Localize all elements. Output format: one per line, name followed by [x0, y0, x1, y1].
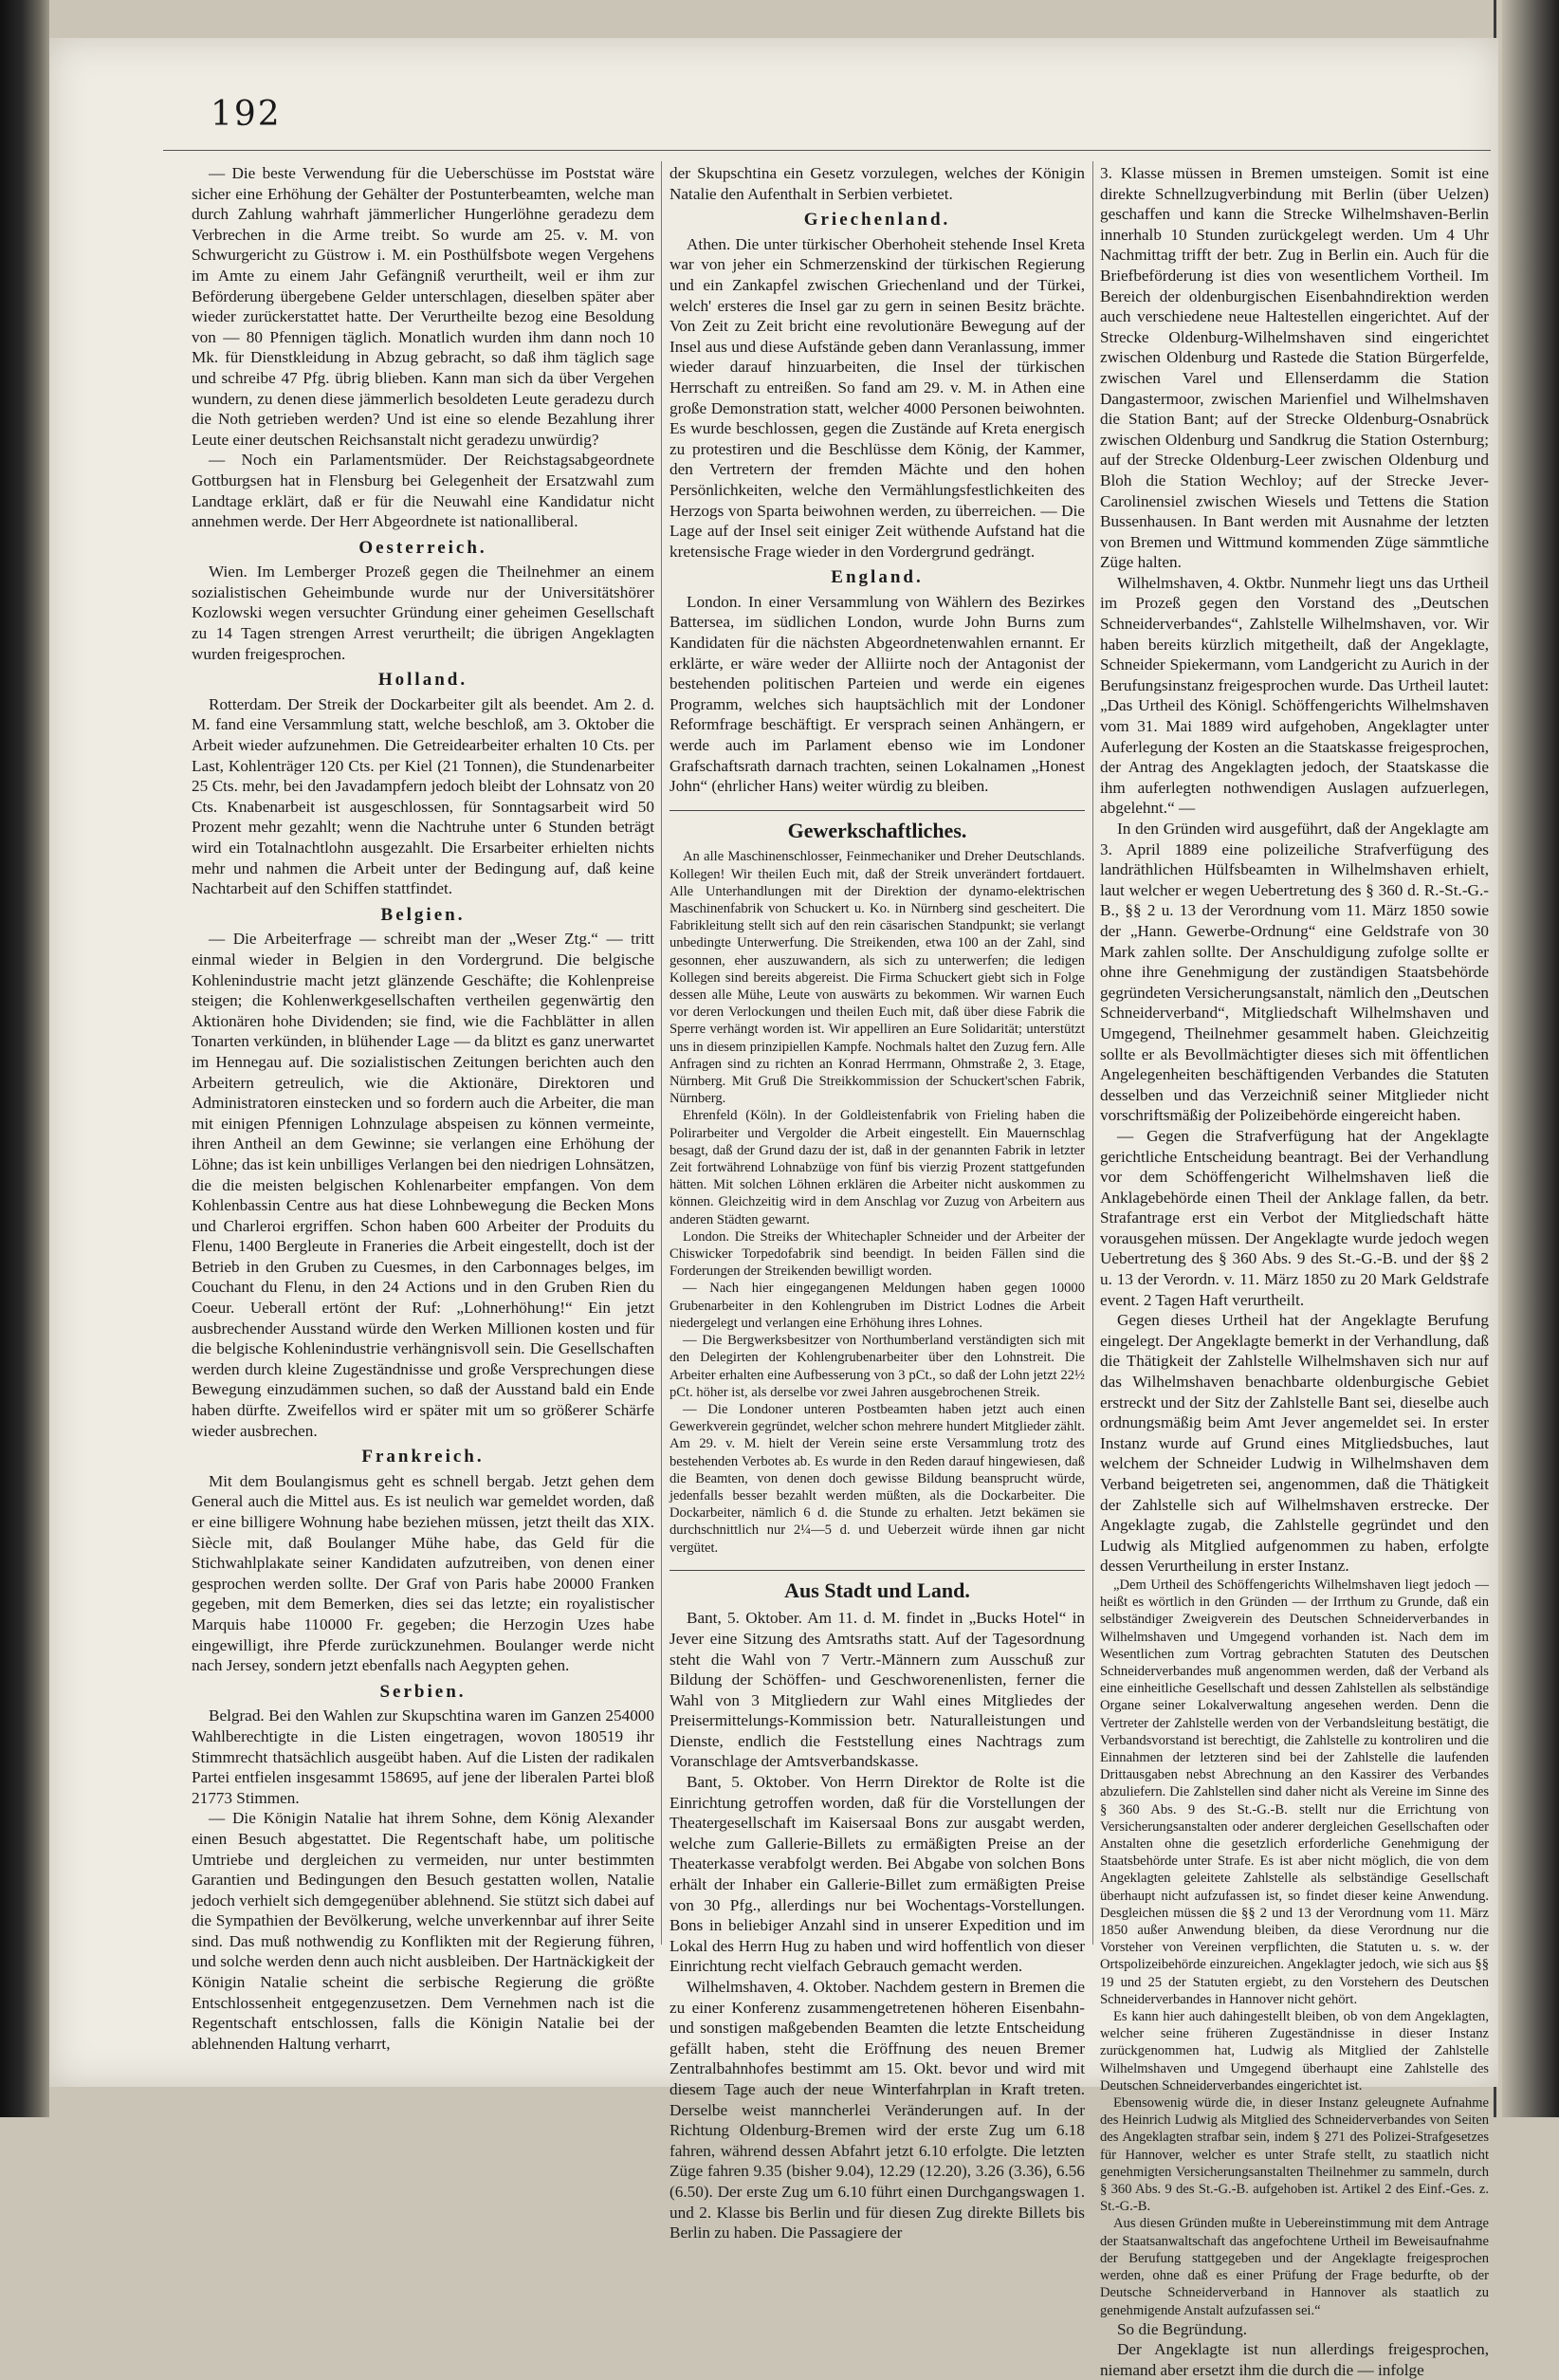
article-begruendung: So die Begründung.	[1117, 2319, 1248, 2338]
article-belgien: — Die Arbeiterfrage — schreibt man der „Weser Ztg.“ — tritt einmal wieder in Belgien in den Vordergrund. Die belgische Kohlenindustrie macht jetzt glänzende Geschäfte; die Kohlenpreise steigen; die Kohlenwerkgesellschaften vertheilen gegenwärtig den Aktionären hohe Dividenden; sie find, wie die Fachblätter in allen Tonarten verkünden, in blühender Lage — da blitzt es ganz unerwartet im Hennegau auf. Die sozialistischen Zeitungen berichten auch den Arbeitern getreulich, wie die Aktionäre, Direktoren und Administratoren einstecken und so fordern auch die Arbeiter, die man mit einigen Pfennigen Lohnzulage abspeisen zu können vermeinte, ihren Antheil an dem Gewinne; sie verlangen eine Erhöhung der Löhne; das ist kein unbilliges Verlangen bei den niedrigen Lohnsätzen, die die meisten belgischen Kohlenarbeiter empfangen. Von dem Kohlenbassin Centre aus hat diese Lohnbewegung die Becken Mons und Charleroi ergriffen. Schon haben 600 Arbeiter der Produits du Flenu, 1400 Bergleute in Franeries die Arbeit eingestellt, doch ist der Betrieb in den Gruben zu Cuesmes, in den Carbonnages belges, im Couchant du Flenu, in den 24 Actions und in den Gruben Rien du Coeur. Ueberall ertönt der Ruf: „Lohnerhöhung!“ Ein jetzt ausbrechender Ausstand würde den Werken Millionen kosten und für die belgische Kohlenindustrie verhängnisvoll sein. Die Gesellschaften werden durch kleine Zugeständnisse und große Versprechungen diese Bewegung einzudämmen suchen, so daß der Ausstand bald ein Ende haben dürfte. Zweifellos wird er später mit um so größerer Schärfe wieder ausbrechen.	[192, 930, 654, 1440]
article-athen: Athen. Die unter türkischer Oberhoheit stehende Insel Kreta war von jeher ein Schmerzenskind der türkischen Regierung und ein Zankapfel zwischen Griechenland und der Türkei, welch' ersteres die Insel gar zu gern in seinen Besitz brächte. Von Zeit zu Zeit bricht eine revolutionäre Bewegung auf der Insel aus und diese Aufstände geben dann Veranlassung, immer wieder darauf hinzuarbeiten, die Insel der türkischen Herrschaft zu entreißen. So fand am 29. v. M. in Athen eine große Demonstration statt, welcher 4000 Personen beiwohnten. Es wurde beschlossen, gegen die Zustände auf Kreta energisch zu protestiren und die Beschlüsse dem König, der Kammer, den Vertretern der fremden Mächte und den hohen Persönlichkeiten, welche den Vermählungsfestlichkeiten des Herzogs von Sparta beiwohnen werden, zu überreichen. — Die Lage auf der Insel seit einiger Zeit wüthende Aufstand hat die kretensische Frage wieder in den Vordergrund gedrängt.	[669, 234, 1085, 561]
heading-belgien: Belgien.	[380, 904, 466, 925]
union-notice-london: London. Die Streiks der Whitechapler Schneider und der Arbeiter der Chiswicker Torpedofabrik sind beendigt. In beiden Fällen sind die Forderungen der Streikenden bewilligt worden.	[669, 1228, 1085, 1280]
page-edge-shadow	[1502, 0, 1559, 2117]
union-notice-nuernberg: An alle Maschinenschlosser, Feinmechaniker und Dreher Deutschlands. Kollegen! Wir theilen Euch mit, daß der Streik unverändert fortdauert. Alle Unterhandlungen mit der Direktion der dynamo-elektrischen Maschinenfabrik von Schuckert u. Ko. in Nürnberg sind gescheitert. Die Fabrikleitung stellt sich auf den rein cäsarischen Standpunkt; sie verlangt unbedingte Unterwerfung. Die Streikenden, etwa 100 an der Zahl, sind gesonnen, eher auszuwandern, als sich zu unterwerfen; die ledigen Kollegen sind bereits abgereist. Die Firma Schuckert giebt sich in Folge dessen alle Mühe, Leute von auswärts zu bekommen. Wir warnen Euch vor deren Verlockungen und theilen Euch mit, daß über diese Fabrik die Sperre verhängt worden ist. Wir appelliren an Eure Solidarität; unterstützt uns in diesem prinzipiellen Kampfe. Nochmals haltet den Zuzug fern. Alle Anfragen sind zu richten an Konrad Herrmann, Ohmstraße 2, 3. Etage, Nürnberg. Mit Gruß Die Streikkommission der Schuckert'schen Fabrik, Nürnberg.	[669, 849, 1085, 1107]
heading-oesterreich: Oesterreich.	[358, 537, 487, 558]
union-notice-lodnes: — Nach hier eingegangenen Meldungen haben gegen 10000 Grubenarbeiter in den Kohlengruben im District Lodnes die Arbeit niedergelegt und verlangen eine Erhöhung ihres Lohnes.	[669, 1281, 1085, 1331]
page-number: 192	[211, 95, 282, 134]
heading-frankreich: Frankreich.	[361, 1447, 485, 1467]
header-rule	[163, 150, 1491, 151]
article-wien: Wien. Im Lemberger Prozeß gegen die Theilnehmer an einem sozialistischen Geheimbunde wurde nur der Universitätshörer Kozlowski wegen versuchter Gründung einer geheimen Gesellschaft zu 14 Tagen strengen Arrest verurtheilt; die übrigen Angeklagten wurden freigesprochen.	[192, 563, 654, 663]
heading-griechenland: Griechenland.	[803, 210, 951, 231]
union-notice-ehrenfeld: Ehrenfeld (Köln). In der Goldleistenfabrik von Frieling haben die Polirarbeiter und Vergolder die Arbeit eingestellt. Ein Mauernschlag besagt, daß der Grund dazu der ist, daß in der genannten Fabrik in letzter Zeit fortwährend Lohnabzüge von fünf bis vierzig Prozent stattgefunden hätten. Mit solchen Löhnen erklären die Arbeiter nicht auskommen zu können. Gleichzeitig wird in dem Anschlag vor Zuzug von Arbeitern aus anderen Städten gewarnt.	[669, 1108, 1085, 1227]
verdict-reason-3: Ebensowenig würde die, in dieser Instanz geleugnete Aufnahme des Heinrich Ludwig als Mitglied des Schneiderverbandes von Seiten des Angeklagten strafbar sein, indem § 271 des Polizei-Strafgesetzes für Hannover, welcher es unter Strafe stellt, zu staatlich nicht genehmigten Versicherungsanstalten Theilnehmer zu sammeln, durch § 360 Abs. 9 des St.-G.-B. aufgehoben ist. Artikel 2 des Einf.-Ges. z. St.-G.-B.	[1100, 2095, 1489, 2215]
article-bahn-cont: 3. Klasse müssen in Bremen umsteigen. Somit ist eine direkte Schnellzugverbindung mit Berlin (über Uelzen) geschaffen und kann die Strecke Wilhelmshaven-Berlin innerhalb 10 Stunden zurückgelegt werden. Um 4 Uhr Nachmittag trifft der betr. Zug in Berlin ein. Auch für die Briefbeförderung ist dies von wesentlichem Vortheil. Im Bereich der oldenburgischen Eisenbahndirektion werden auch verschiedene neue Haltestellen eingerichtet. Auf der Strecke Oldenburg-Wilhelmshaven sind eingerichtet zwischen Oldenburg und Rastede die Station Bürgerfelde, zwischen Varel und Ellenserdamm die Station Dangastermoor, zwischen Marienfiel und Wilhelmshaven die Station Bant; auf der Strecke Oldenburg-Osnabrück zwischen Oldenburg und Sandkrug die Station Osternburg; auf der Strecke Oldenburg-Leer zwischen Oldenburg und Bloh die Station Wechloy; auf der Strecke Jever-Carolinensiel zwischen Wiesels und Tettens die Station Bussenhausen. In Bant werden mit Ausnahme der letzten von Bremen und Wittmund kommenden Züge sämmtliche Züge halten.	[1100, 164, 1489, 572]
verdict-reason-1: „Dem Urtheil des Schöffengerichts Wilhelmshaven liegt jedoch — heißt es wörtlich in den Gründen — der Irrthum zu Grunde, daß ein selbständiger Zweigverein des Deutschen Schneiderverbandes in Wilhelmshaven und Umgegend vorhanden ist. Nach dem im Wesentlichen zum Vortrag gebrachten Statuten des Deutschen Schneiderverbandes muß angenommen werden, daß der Verband als eine einheitliche Gesellschaft und dessen Zahlstellen als selbständige Organe seiner Lokalverwaltung angesehen werden. Denn die Vertreter der Zahlstelle werden von der Verbandsleitung bestätigt, die Verbandsvorstand ist berechtigt, die Zahlstelle zu kontroliren und die Einnahmen der letzteren sind bei der Zahlstelle die laufenden Drittausgaben nebst Abrechnung an den Kassirer des Verbandes abzuliefern. Die Zahlstellen sind daher nicht als Vereine im Sinne des § 360 Abs. 9 des St.-G.-B. stellt nur die Errichtung von Versicherungsanstalten oder anderer dergleichen Gesellschaften oder Anstalten ohne die gesetzlich erforderliche Genehmigung der Staatsbehörde unter Strafe. Es ist aber nicht möglich, die von dem Angeklagten geleitete Zahlstelle als selbständige Gesellschaft überhaupt nicht aufzufassen ist, so findet dieser keine Anwendung. Desgleichen müssen die §§ 2 und 13 der Verordnung vom 11. März 1850 außer Anwendung bleiben, da diese Verordnung nur die Vorsteher von Vereinen verpflichten, die Statuten u. s. w. der Ortspolizeibehörde einzureichen. Angeklagter jedoch, wie sich aus §§ 19 und 25 der Statuten ergiebt, zu den Vorstehern des Deutschen Schneiderverbandes in Hannover nicht gehört.	[1100, 1577, 1489, 2007]
heading-england: England.	[831, 567, 924, 588]
article-natalie: — Die Königin Natalie hat ihrem Sohne, dem König Alexander einen Besuch abgestattet. Die Regentschaft habe, um politische Umtriebe und dergleichen zu vermeiden, nur unter bestimmten Garantien und Bedingungen den Besuch gestatten wollen, Natalie jedoch verhielt sich demgegenüber ablehnend. Sie stützt sich dabei auf die Sympathien der Bevölkerung, welche unverkennbar auf ihrer Seite sind. Das muß nothwendig zu Konflikten mit der Regierung führen, und solche werden denn auch nicht ausbleiben. Der Hartnäckigkeit der Königin Natalie scheint die serbische Regierung die größte Entschlossenheit entgegenzusetzen. Dem Vernehmen nach ist die Regentschaft entschlossen, falls die Königin Natalie bei der ablehnenden Haltung verharrt,	[192, 1809, 654, 2053]
article-bant-theater: Bant, 5. Oktober. Von Herrn Direktor de Rolte ist die Einrichtung getroffen worden, daß für die Vorstellungen der Theatergesellschaft im Kaisersaal Bons zur ausgabt werden, welche zum Gallerie-Billets zu ermäßigten Preise an der Theaterkasse verabfolgt werden. Bei Abgabe von solchen Bons erhält der Inhaber ein Gallerie-Billet zum ermäßigten Preise von 30 Pfg., allerdings nur bei Wochentags-Vorstellungen. Bons in beliebiger Anzahl sind in unserer Expedition und im Lokal des Herrn Hug zu haben und wird hoffentlich von dieser Einrichtung recht vielfach Gebrauch gemacht werden.	[669, 1773, 1085, 1976]
article-post-wages: — Die beste Verwendung für die Ueberschüsse im Poststat wäre sicher eine Erhöhung der Gehälter der Postunterbeamten, welche man durch Zahlung wahrhaft jämmerlicher Hungerlöhne geradezu dem Verbrechen in die Arme treibt. So wurde am 25. v. M. von Schwurgericht zu Güstrow i. M. ein Posthülfsbote wegen Vergehens im Amte zu einem Jahr Gefängniß verurtheilt, weil er ihm zur Beförderung übergebene Gelder unterschlagen, dieselben später aber wieder zurückerstattet hatte. Der Verurtheilte bezog eine Besoldung von — 80 Pfennigen täglich. Monatlich wurden ihm dann noch 10 Mk. für Dienstkleidung in Abzug gebracht, so daß ihm täglich sage und schreibe 47 Pfg. übrig blieben. Kann man sich da über Vergehen wundern, zu denen diese jämmerlich besoldeten Leute geradezu durch die Noth getrieben werden? Und ist eine so elende Bezahlung ihrer Leute einer deutschen Reichsanstalt nicht geradezu unwürdig?	[192, 164, 654, 449]
union-notice-postbeamte: — Die Londoner unteren Postbeamten haben jetzt auch einen Gewerkverein gegründet, welcher schon mehrere hundert Mitglieder zählt. Am 29. v. M. hielt der Verein seine erste Versammlung trotz des bestehenden Verbotes ab. Es wurde in den Reden darauf hingewiesen, daß die Beamten, von denen doch gewisse Bildung beansprucht würde, jedenfalls besser bezahlt werden müßten, als die Dockarbeiter. Die Dockarbeiter, nämlich 6 d. die Stunde zu erhalten. Jetzt bekämen sie durchschnittlich nur 2¼—5 d. und Ueberzeit würde ihnen gar nicht vergütet.	[669, 1401, 1085, 1556]
article-schneiderverband: Wilhelmshaven, 4. Oktbr. Nunmehr liegt uns das Urtheil im Prozeß gegen den Vorstand des „Deutschen Schneiderverbandes“, Zahlstelle Wilhelmshaven, vor. Wir haben bereits kürzlich mitgetheilt, daß der Angeklagte, Schneider Spiekermann, vom Landgericht zu Aurich in der Berufungsinstanz freigesprochen wurde. Das Urtheil lautet: „Das Urtheil des Königl. Schöffengerichts Wilhelmshaven vom 31. Mai 1889 wird aufgehoben, Angeklagter unter Auferlegung der Kosten an die Staatskasse freigesprochen, der Antrag des Angeklagten jedoch, der Staatskasse die ihm auferlegten nothwendigen Auslagen aufzuerlegen, abgelehnt.“ —	[1100, 573, 1489, 818]
heading-serbien: Serbien.	[379, 1681, 467, 1702]
article-rotterdam: Rotterdam. Der Streik der Dockarbeiter gilt als beendet. Am 2. d. M. fand eine Versammlung statt, welche beschloß, am 3. Oktober die Arbeit wieder aufzunehmen. Die Getreidearbeiter erhalten 10 Cts. per Last, Kohlenträger 120 Cts. per Kiel (21 Tonnen), die Stundenarbeiter 25 Cts. mehr, bei den Javadampfern jedoch bleibt der Lohnsatz von 20 Cts. Knabenarbeit ist ausgeschlossen, für Sonntagsarbeit wird 50 Prozent mehr gezahlt; wenn die Nachtruhe unter 6 Stunden beträgt wird ein Totalnachtlohn ausgezahlt. Die Ersarbeiter erhielten nichts mehr und nahmen die Arbeit unter der Bedingung auf, daß keine Nachtarbeit auf den Schiffen stattfindet.	[192, 694, 654, 898]
article-natalie-cont: der Skupschtina ein Gesetz vorzulegen, welches der Königin Natalie den Aufenthalt in Serbien verbietet.	[669, 164, 1085, 203]
article-belgrad: Belgrad. Bei den Wahlen zur Skupschtina waren im Ganzen 254000 Wahlberechtigte in die Listen eingetragen, wovon 180519 ihr Stimmrecht thatsächlich ausgeübt haben. Auf die Listen der radikalen Partei entfielen insgesammt 158695, auf jene der liberalen Partei bloß 21773 Stimmen.	[192, 1707, 654, 1807]
union-news	[669, 848, 1085, 1556]
column-1	[192, 163, 654, 2053]
verdict-reasons	[1100, 1577, 1489, 2319]
article-wilhelmshaven-bahn: Wilhelmshaven, 4. Oktober. Nachdem gestern in Bremen die zu einer Konferenz zusammengetretenen höheren Eisenbahn- und sonstigen maßgebenden Beamten die letzte Entscheidung gefällt haben, steht die Eröffnung des neuen Bremer Zentralbahnhofes bestimmt am 15. Okt. bevor und wird mit diesem Tage auch der neue Winterfahrplan in Kraft treten. Derselbe weist manncherlei Veränderungen auf. In der Richtung Oldenburg-Bremen wird der erste Zug um 6.18 fahren, während dessen Abfahrt jetzt 6.10 erfolgte. Die letzten Züge fahren 9.35 (bisher 9.04), 12.29 (12.20), 3.26 (3.36), 6.56 (6.50). Der erste Zug um 6.10 führt einen Durchgangswagen 1. und 2. Klasse bis Berlin und für diesen Zug direkte Billets bis Berlin zu haben. Die Passagiere der	[669, 1978, 1085, 2242]
column-3	[1100, 163, 1489, 2379]
union-notice-northumberland: — Die Bergwerksbesitzer von Northumberland verständigten sich mit den Delegirten der Kohlengrubenarbeiter über den Lohnstreit. Die Arbeiter erhalten eine Aufbesserung von 3 pCt., so daß der Lohn jetzt 22½ pCt. höher ist, als derselbe vor zwei Jahren ausgebrochenen Streik.	[669, 1333, 1085, 1400]
book-binding	[0, 0, 49, 2117]
newspaper-page	[49, 38, 1498, 2379]
article-london: London. In einer Versammlung von Wählern des Bezirkes Battersea, im südlichen London, wurde John Burns zum Kandidaten für die nächsten Abgeordnetenwahlen ernannt. Er erklärte, er wäre weder der Alliirte noch der Antagonist der bestehenden politischen Parteien und werde ein eigenes Programm, welches sich hauptsächlich mit der Londoner Reformfrage beschäftigt. Er versprach seinen Anhängern, er werde auch im Parlament ebenso wie im Londoner Grafschaftsrath darnach trachten, seinen Lokalnamen „Honest John“ (ehrlicher Hans) weiter würdig zu bleiben.	[669, 592, 1085, 796]
heading-holland: Holland.	[377, 670, 468, 691]
article-strafverfuegung: — Gegen die Strafverfügung hat der Angeklagte gerichtliche Entscheidung beantragt. Bei der Verhandlung vor dem Schöffengericht Wilhelmshaven ließ die Anklagebehörde einen Theil der Anklage fallen, da betr. Strafantrage erst ein Verbot der Mitgliedschaft hätte vorausgehen müssen. Der Angeklagte wurde jedoch wegen Uebertretung des § 360 Abs. 9 des St.-G.-B. und der §§ 2 u. 13 der Verordn. v. 11. März 1850 zu 20 Mark Geldstrafe event. 2 Tagen Haft verurtheilt.	[1100, 1126, 1489, 1309]
heading-aus-stadt-und-land: Aus Stadt und Land.	[669, 1570, 1085, 1601]
article-freigesprochen: Der Angeklagte ist nun allerdings freigesprochen, niemand aber ersetzt ihm die durch die — infolge	[1100, 2340, 1489, 2379]
article-berufung: Gegen dieses Urtheil hat der Angeklagte Berufung eingelegt. Der Angeklagte bemerkt in der Verhandlung, daß die Thätigkeit der Zahlstelle Wilhelmshaven sich nur auf das Wilhelmshaven benachbarte oldenburgische Gebiet erstreckt und der Sitz der Zahlstelle Bant sei, dieselbe auch ordnungsmäßig beim Amt Jever angemeldet sei. In erster Instanz wurde auf Grund eines Mitgliedsbuches, laut welchem der Schneider Ludwig in Wilhelmshaven dem Verband beigetreten sei, angenommen, daß die Thätigkeit der Zahlstelle sich auf Wilhelmshaven erstrecke. Der Angeklagte zugab, die Zahlstelle gegründet und den Ludwig als Mitglied aufgenommen zu haben, erfolgte dessen Verurtheilung in erster Instanz.	[1100, 1311, 1489, 1576]
column-rule-1	[661, 161, 662, 1945]
column-rule-2	[1092, 161, 1093, 1945]
article-bant-amtsrath: Bant, 5. Oktober. Am 11. d. M. findet in „Bucks Hotel“ in Jever eine Sitzung des Amtsraths statt. Auf der Tagesordnung steht die Wahl von 7 Vertr.-Männern zum Ausschuß zur Bildung der Schöffen- und Geschworenenlisten, ferner die Wahl von 3 Mitgliedern zur Wahl eines Mitgliedes der Preisermittelungs-Kommission betr. Naturalleistungen und Dienste, endlich die Feststellung eines Nachtrags zum Voranschlage der Amtsverbandskasse.	[669, 1609, 1085, 1771]
heading-gewerkschaftliches: Gewerkschaftliches.	[669, 810, 1085, 841]
verdict-reason-4: Aus diesen Gründen mußte in Uebereinstimmung mit dem Antrage der Staatsanwaltschaft das angefochtene Urtheil im Beweisaufnahme der Berufung stattgegeben und der Angeklagte freigesprochen werden, ohne daß es einer Prüfung der Frage bedurfte, ob der Deutsche Schneiderverband in Hannover als staatlich zu genehmigende Anstalt aufzufassen sei.“	[1100, 2216, 1489, 2318]
verdict-reason-2: Es kann hier auch dahingestellt bleiben, ob von dem Angeklagten, welcher seine früheren Zugeständnisse in dieser Instanz zurückgenommen hat, Ludwig als Mitglied der Zahlstelle Wilhelmshaven und Umgegend überhaupt eine Zahlstelle des Deutschen Schneiderverbandes eingerichtet ist.	[1100, 2009, 1489, 2094]
article-gruende: In den Gründen wird ausgeführt, daß der Angeklagte am 3. April 1889 eine polizeiliche Strafverfügung des landräthlichen Hülfsbeamten in Wilhelmshaven erhielt, laut welcher er wegen Uebertretung des § 360 d. R.-St.-G.-B., §§ 2 u. 13 der Verordnung vom 11. März 1850 sowie der „Hann. Gewerbe-Ordnung“ eine Geldstrafe von 30 Mark zahlen sollte. Der Anschuldigung zufolge sollte er ohne ihre Genehmigung der zuständigen Staatsbehörde gegründeten Versicherungsanstalt, nämlich den „Deutschen Schneiderverband“, Mitgliedschaft Wilhelmshaven und Umgegend, Theilnehmer gesammelt haben. Gleichzeitig sollte er als Bevollmächtigter dieses sich mit öffentlichen Angelegenheiten beschäftigenden Verbandes die Statuten desselben und das Verzeichniß seiner Mitglieder nicht vorschriftsmäßig der Polizeibehörde eingereicht haben.	[1100, 820, 1489, 1125]
article-parliament: — Noch ein Parlamentsmüder. Der Reichstagsabgeordnete Gottburgsen hat in Flensburg bei Gelegenheit der Ersatzwahl zum Landtage erklärt, daß er für die Neuwahl eine Kandidatur nicht annehmen werde. Der Herr Abgeordnete ist nationalliberal.	[192, 451, 654, 531]
article-frankreich: Mit dem Boulangismus geht es schnell bergab. Jetzt gehen dem General auch die Mittel aus. Es ist neulich war gemeldet worden, daß er eine billigere Wohnung habe beziehen müssen, jetzt theilt das XIX. Siècle mit, daß Boulanger Mühe habe, das Geld für die Stichwahlplakate seiner Kandidaten aufzutreiben, von denen einer gesprochen werden sollte. Der Graf von Paris habe 20000 Franken gegeben, mit dem Bemerken, dies sei das letzte; ein royalistischer Marquis habe 110000 Fr. gegeben; die Herzogin Uzes habe eingewilligt, ihre Pferde zurückzunehmen. Boulanger werde nicht nach Jersey, sondern jetzt ebenfalls nach Aegypten gehen.	[192, 1471, 654, 1675]
column-2	[669, 163, 1085, 2242]
